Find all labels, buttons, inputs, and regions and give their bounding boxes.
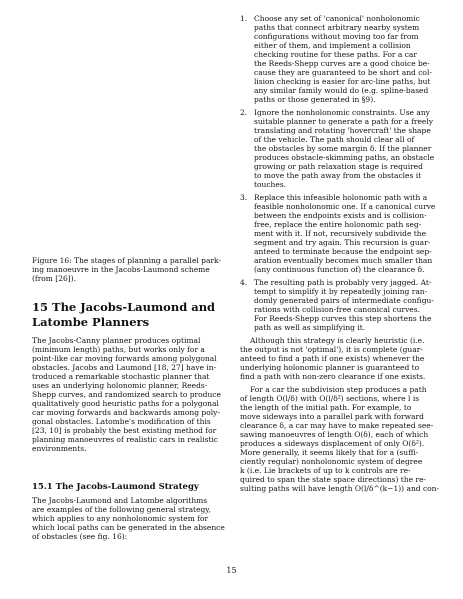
list-item-line: feasible nonholonomic one. If a canonical curve	[254, 202, 436, 211]
paragraph-line: anteed to find a path if one exists) whenever the	[240, 354, 425, 363]
list-item-line: Ignore the nonholonomic constraints. Use any	[254, 108, 430, 117]
body-line: qualitatively good heuristic paths for a polygonal	[32, 399, 219, 408]
body-line: are examples of the following general strategy,	[32, 505, 211, 514]
body-line: uses an underlying holonomic planner, Reeds-	[32, 381, 208, 390]
list-item-line: cause they are guaranteed to be short and col-	[254, 68, 432, 77]
body-line: The Jacobs-Canny planner produces optimal	[32, 336, 201, 345]
paragraph	[240, 385, 438, 493]
list-item-line: produces obstacle-skimming paths, an obstacle	[254, 153, 435, 162]
list-item-line: configurations without moving too far from	[254, 32, 419, 41]
list-item-line: Choose any set of 'canonical' nonholonomic	[254, 14, 420, 23]
subsection-body	[32, 496, 228, 541]
list-item-line: growing or path relaxation stage is required	[254, 162, 423, 171]
paragraph-line: of length O(l/δ) with O(l/δ²) sections, where l is	[240, 394, 420, 403]
page-number: 15	[226, 566, 237, 575]
caption-line: (from [26]).	[32, 274, 77, 283]
body-line: Shepp curves, and randomized search to produce	[32, 390, 221, 399]
body-line: of obstacles (see fig. 16):	[32, 532, 128, 541]
list-item-line: ment with it. If not, recursively subdivide the	[254, 229, 427, 238]
body-line: environments.	[32, 444, 87, 453]
body-line: which local paths can be generated in the absence	[32, 523, 225, 532]
body-line: (minimum length) paths, but works only for a	[32, 345, 205, 354]
paragraph-line: produces a sideways displacement of only O(δ²).	[240, 439, 425, 448]
section-title	[32, 300, 228, 330]
paragraph-line: sulting paths will have length O(l/δ^(k−1)) and con-	[240, 484, 440, 493]
list-item	[240, 193, 438, 274]
section-title-line: Latombe Planners	[32, 315, 150, 329]
caption-line: ing manoeuvre in the Jacobs-Laumond scheme	[32, 265, 210, 274]
list-item-number: 4.	[240, 278, 248, 287]
list-item-line: tempt to simplify it by repeatedly joining ran-	[254, 287, 428, 296]
body-line: [23, 10] is probably the best existing method for	[32, 426, 217, 435]
list-item-line: anteed to terminate because the endpoint sep-	[254, 247, 432, 256]
list-item	[240, 14, 438, 104]
section-body	[32, 336, 228, 453]
paragraph-line: find a path with non-zero clearance if one exists.	[240, 372, 426, 381]
list-item-line: paths that connect arbitrary nearby system	[254, 23, 420, 32]
list-item-number: 1.	[240, 14, 248, 23]
paragraph-line: the length of the initial path. For example, to	[240, 403, 412, 412]
list-item-line: segment and try again. This recursion is guar-	[254, 238, 431, 247]
list-item	[240, 278, 438, 332]
paragraph-line: sawing manoeuvres of length O(δ), each of which	[240, 430, 429, 439]
body-line: obstacles. Jacobs and Laumond [18, 27] have in-	[32, 363, 217, 372]
paragraph-line: clearance δ, a car may have to make repeated see-	[240, 421, 434, 430]
paragraph-line: k (i.e. Lie brackets of up to k controls are re-	[240, 466, 411, 475]
paragraph-line: For a car the subdivision step produces a path	[250, 385, 427, 394]
list-item-line: paths or those generated in §9).	[254, 95, 376, 104]
list-item-line: rations with collision-free canonical curves.	[254, 305, 420, 314]
paragraph	[240, 336, 438, 381]
paragraph-line: ciently regular) nonholonomic system of degree	[240, 457, 423, 466]
paragraph-line: Although this strategy is clearly heuristic (i.e.	[250, 336, 425, 345]
body-line: car moving forwards and backwards among poly-	[32, 408, 220, 417]
list-item-line: the Reeds-Shepp curves are a good choice be-	[254, 59, 430, 68]
list-item-line: suitable planner to generate a path for a freely	[254, 117, 433, 126]
list-item-line: touches.	[254, 180, 287, 189]
list-item-line: path as well as simplifying it.	[254, 323, 366, 332]
list-item-line: lision checking is easier for arc-line paths, but	[254, 77, 431, 86]
body-line: troduced a remarkable stochastic planner that	[32, 372, 210, 381]
paragraph-line: More generally, it seems likely that for a (suffi-	[240, 448, 419, 457]
list-item-line: to move the path away from the obstacles it	[254, 171, 422, 180]
paragraph-line: the output is not 'optimal'), it is complete (guar-	[240, 345, 423, 354]
list-item-line: (any continuous function of) the clearance δ.	[254, 265, 425, 274]
list-item-number: 3.	[240, 193, 248, 202]
list-item-line: free, replace the entire holonomic path seg-	[254, 220, 422, 229]
list-item-line: of the vehicle. The path should clear all of	[254, 135, 415, 144]
body-line: The Jacobs-Laumond and Latombe algorithms	[32, 496, 208, 505]
list-item-line: aration eventually becomes much smaller than	[254, 256, 433, 265]
list-item-number: 2.	[240, 108, 248, 117]
paragraph-line: move sideways into a parallel park with forward	[240, 412, 424, 421]
list-item-line: The resulting path is probably very jagged. At-	[254, 278, 432, 287]
list-item-line: either of them, and implement a collision	[254, 41, 411, 50]
body-line: planning manoeuvres of realistic cars in realistic	[32, 435, 219, 444]
list-item	[240, 108, 438, 189]
list-item-line: any similar family would do (e.g. spline-based	[254, 86, 429, 95]
body-line: point-like car moving forwards among polygonal	[32, 354, 217, 363]
list-item-line: domly generated pairs of intermediate configu-	[254, 296, 434, 305]
numbered-list	[240, 14, 438, 332]
list-item-line: translating and rotating 'hovercraft' the shape	[254, 126, 431, 135]
caption-line: Figure 16: The stages of planning a parallel park-	[32, 256, 221, 265]
list-item-line: checking routine for these paths. For a car	[254, 50, 417, 59]
figure-caption	[32, 256, 228, 283]
list-item-line: the obstacles by some margin δ. If the planner	[254, 144, 432, 153]
section-title-line: 15 The Jacobs-Laumond and	[32, 300, 216, 314]
paragraph-line: quired to span the state space directions) the re-	[240, 475, 427, 484]
body-line: which applies to any nonholonomic system for	[32, 514, 209, 523]
body-line: gonal obstacles. Latombe's modification of this	[32, 417, 211, 426]
list-item-line: For Reeds-Shepp curves this step shortens the	[254, 314, 432, 323]
right-paragraphs	[240, 336, 438, 493]
right-column	[240, 14, 438, 497]
list-item-line: Replace this infeasible holonomic path with a	[254, 193, 428, 202]
list-item-line: between the endpoints exists and is collision-	[254, 211, 427, 220]
subsection-title: 15.1 The Jacobs-Laumond Strategy	[32, 482, 199, 492]
paragraph-line: underlying holonomic planner is guaranteed to	[240, 363, 420, 372]
